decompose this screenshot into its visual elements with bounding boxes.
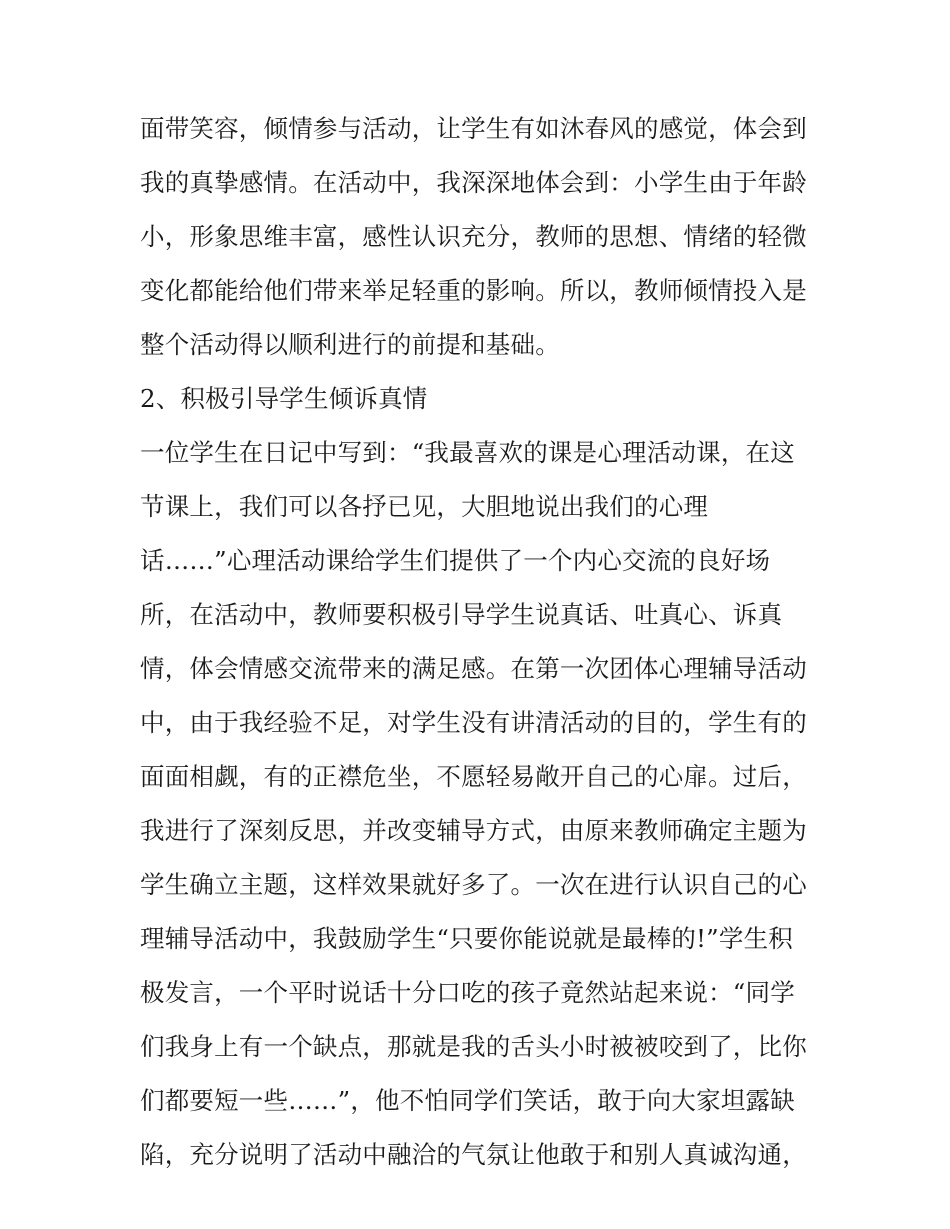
paragraph-2-line-8: 我进行了深刻反思，并改变辅导方式，由原来教师确定主题为 (140, 816, 807, 845)
paragraph-1-line-2: 我的真挚感情。在活动中，我深深地体会到：小学生由于年龄 (140, 168, 807, 197)
paragraph-1-line-5: 整个活动得以顺利进行的前提和基础。 (140, 330, 560, 359)
paragraph-2-line-3: 话……”心理活动课给学生们提供了一个内心交流的良好场 (140, 546, 771, 575)
paragraph-2-line-4: 所，在活动中，教师要积极引导学生说真话、吐真心、诉真 (140, 600, 783, 629)
paragraph-2-line-1: 一位学生在日记中写到：“我最喜欢的课是心理活动课，在这 (140, 438, 795, 467)
paragraph-1-line-4: 变化都能给他们带来举足轻重的影响。所以，教师倾情投入是 (140, 276, 807, 305)
paragraph-2-line-14: 陷，充分说明了活动中融洽的气氛让他敢于和别人真诚沟通， (140, 1140, 807, 1169)
paragraph-2-line-6: 中，由于我经验不足，对学生没有讲清活动的目的，学生有的 (140, 708, 807, 737)
paragraph-2-line-2: 节课上，我们可以各抒已见，大胆地说出我们的心理 (140, 492, 709, 521)
paragraph-2-line-7: 面面相觑，有的正襟危坐，不愿轻易敞开自己的心扉。过后， (140, 762, 807, 791)
paragraph-2-line-5: 情，体会情感交流带来的满足感。在第一次团体心理辅导活动 (140, 654, 807, 683)
paragraph-1-line-3: 小，形象思维丰富，感性认识充分，教师的思想、情绪的轻微 (140, 222, 807, 251)
paragraph-2-line-10: 理辅导活动中，我鼓励学生“只要你能说就是最棒的!”学生积 (140, 924, 793, 953)
paragraph-2-line-12: 们我身上有一个缺点，那就是我的舌头小时被被咬到了，比你 (140, 1032, 807, 1061)
section-heading-2: 2、积极引导学生倾诉真情 (140, 384, 428, 413)
paragraph-2-line-9: 学生确立主题，这样效果就好多了。一次在进行认识自己的心 (140, 870, 807, 899)
paragraph-2-line-11: 极发言，一个平时说话十分口吃的孩子竟然站起来说：“同学 (140, 978, 795, 1007)
paragraph-1-line-1: 面带笑容，倾情参与活动，让学生有如沐春风的感觉，体会到 (140, 114, 807, 143)
paragraph-2-line-13: 们都要短一些……”，他不怕同学们笑话，敢于向大家坦露缺 (140, 1086, 795, 1115)
